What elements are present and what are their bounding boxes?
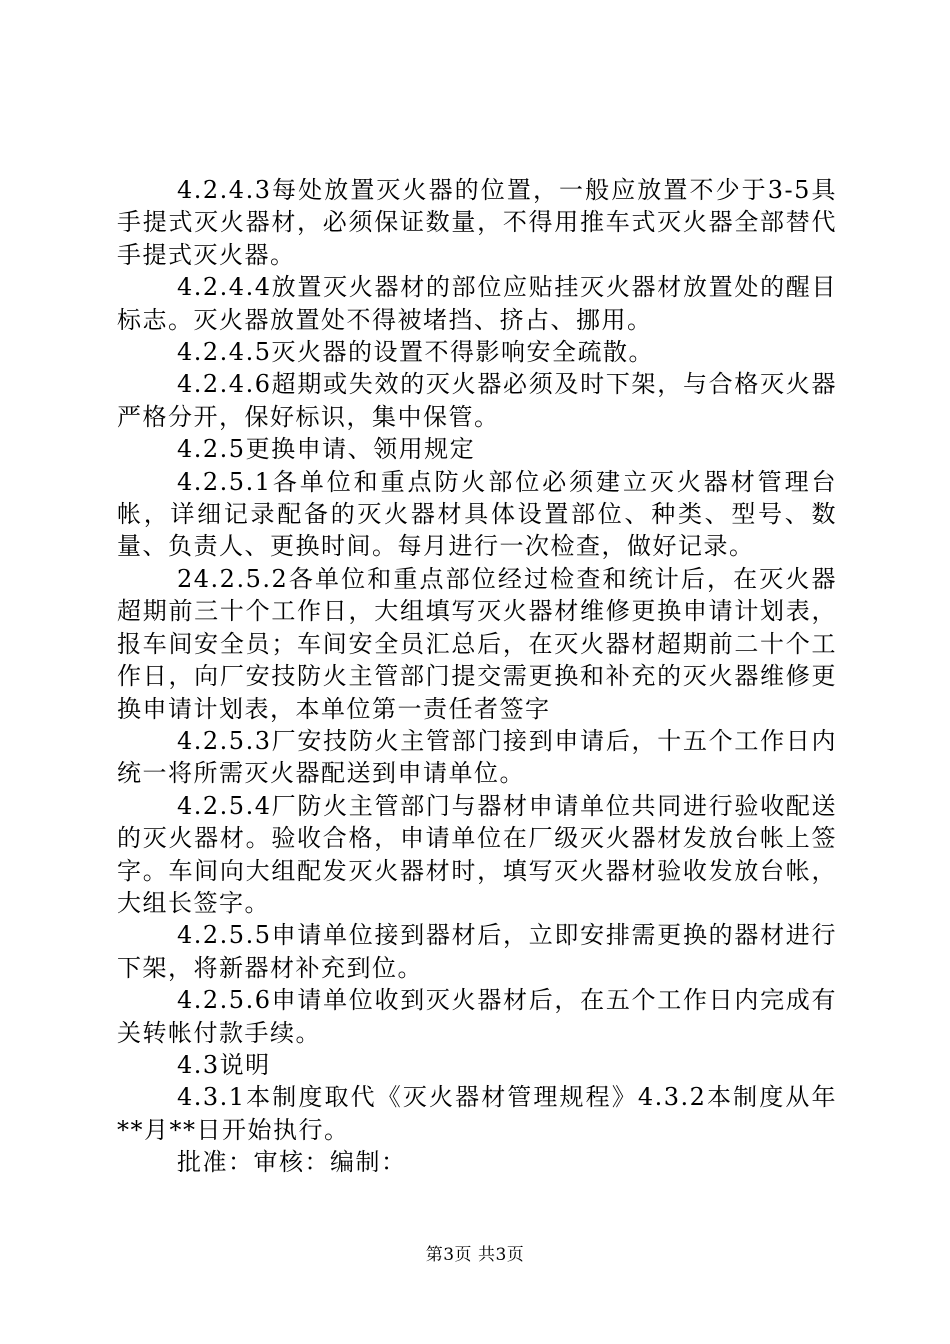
paragraph-4-2-4-4: 4.2.4.4放置灭火器材的部位应贴挂灭火器材放置处的醒目标志。灭火器放置处不得被堵挡、挤占、挪用。: [117, 273, 837, 334]
paragraph-4-3-1: 4.3.1本制度取代《灭火器材管理规程》4.3.2本制度从年**月**日开始执行。: [117, 1083, 837, 1144]
document-body: [117, 174, 837, 1179]
page-number-footer: 第3页 共3页: [425, 1245, 525, 1265]
section-heading-4-3: 4.3说明: [177, 1050, 271, 1079]
signature-line: 批准：审核：编制：: [177, 1148, 407, 1177]
paragraph-4-2-5-3: 4.2.5.3厂安技防火主管部门接到申请后，十五个工作日内统一将所需灭火器配送到申请单位。: [117, 726, 837, 788]
paragraph-4-2-5-6: 4.2.5.6申请单位收到灭火器材后，在五个工作日内完成有关转帐付款手续。: [117, 986, 837, 1047]
paragraph-4-2-4-5: 4.2.4.5灭火器的设置不得影响安全疏散。: [177, 338, 654, 367]
paragraph-4-2-5-4: 4.2.5.4厂防火主管部门与器材申请单位共同进行验收配送的灭火器材。验收合格，申请单位在厂级灭火器材发放台帐上签字。车间向大组配发灭火器材时，填写灭火器材验收发放台帐，大组长签字。: [117, 791, 837, 917]
paragraph-4-2-5-1: 4.2.5.1各单位和重点防火部位必须建立灭火器材管理台帐，详细记录配备的灭火器材具体设置部位、种类、型号、数量、负责人、更换时间。每月进行一次检查，做好记录。: [117, 467, 837, 561]
paragraph-4-2-5-2: 24.2.5.2各单位和重点部位经过检查和统计后，在灭火器超期前三十个工作日，大组填写灭火器材维修更换申请计划表，报车间安全员；车间安全员汇总后，在灭火器材超期前二十个工作日，向厂安技防火主管部门提交需更换和补充的灭火器维修更换申请计划表，本单位第一责任者签字: [117, 564, 837, 723]
paragraph-4-2-4-3: 4.2.4.3每处放置灭火器的位置，一般应放置不少于3-5具手提式灭火器材，必须保证数量，不得用推车式灭火器全部替代手提式灭火器。: [117, 176, 837, 269]
section-heading-4-2-5: 4.2.5更换申请、领用规定: [177, 435, 476, 464]
paragraph-4-2-4-6: 4.2.4.6超期或失效的灭火器必须及时下架，与合格灭火器严格分开，保好标识，集中保管。: [117, 370, 837, 431]
paragraph-4-2-5-5: 4.2.5.5申请单位接到器材后，立即安排需更换的器材进行下架，将新器材补充到位。: [117, 921, 837, 982]
